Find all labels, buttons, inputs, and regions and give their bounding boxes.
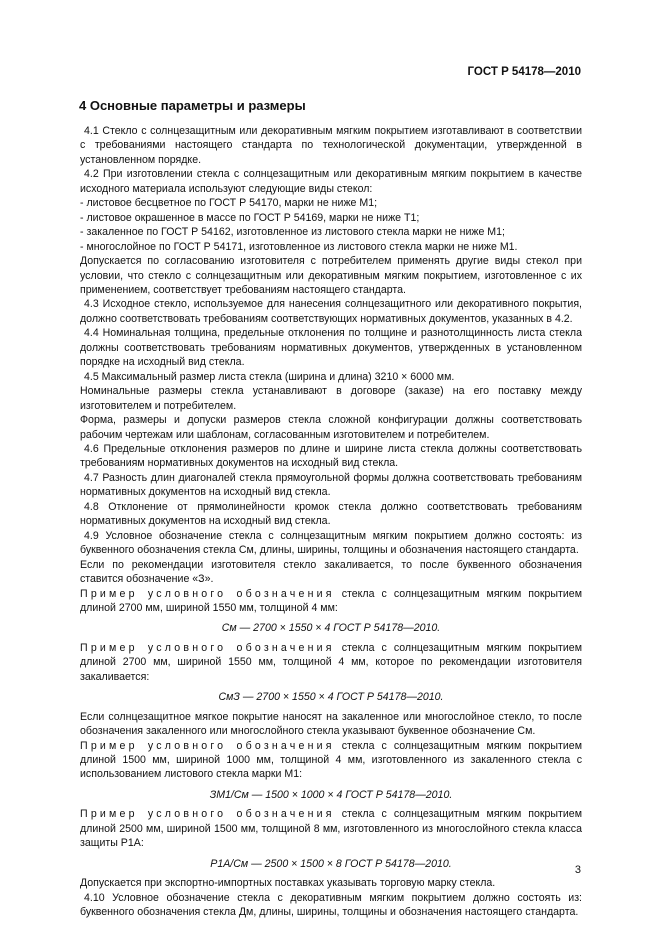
example-label: Пример условного обозначения [80, 808, 335, 821]
example-label: Пример условного обозначения [80, 587, 335, 600]
designation-formula: Cм — 2700 × 1550 × 4 ГОСТ Р 54178—2010. [221, 622, 441, 635]
paragraph-4-5: 4.5 Максимальный размер листа стекла (ширина и длина) 3210 × 6000 мм. [84, 370, 455, 383]
example-text: стекла с солнцезащитным мягким покрытием длиной 1500 мм, шириной 1000 мм, толщиной 4 мм, изготовленного из закаленного стекла с использованием листового стекла марки М1: [80, 739, 582, 781]
paragraph: Если солнцезащитное мягкое покрытие наносят на закаленное или многослойное стекло, то после обозначения закаленного или многослойного стекла указывают буквенное обозначение Cм. [80, 710, 582, 738]
paragraph: Допускается по согласованию изготовителя с потребителем применять другие виды стекол при условии, что стекло с солнцезащитным или декоративным мягким покрытием, изготовленное с их применением, соответствует требованиям настоящего стандарта. [80, 255, 582, 296]
paragraph-text: 4.2 При изготовлении стекла с солнцезащитным или декоративным мягким покрытием в качестве исходного материала используют следующие виды стекол: [80, 168, 582, 195]
example-4 [80, 807, 582, 850]
paragraph-4-7: 4.7 Разность длин диагоналей стекла прямоугольной формы должна соответствовать требованиям нормативных документов на исходный вид стекла. [80, 471, 582, 499]
paragraph-4-1 [80, 124, 582, 167]
list-item: - листовое бесцветное по ГОСТ Р 54170, марки не ниже М1; [80, 197, 378, 210]
example-text: стекла с солнцезащитным мягким покрытием длиной 2700 мм, шириной 1550 мм, толщиной 4 мм, которое по рекомендации изготовителя закаливается: [80, 641, 582, 683]
example-text: стекла с солнцезащитным мягким покрытием длиной 2500 мм, шириной 1500 мм, толщиной 8 мм, изготовленного из многослойного стекла класса защиты Р1А: [80, 808, 582, 850]
paragraph: Если по рекомендации изготовителя стекло закаливается, то после буквенного обозначения ставится обозначение «З». [80, 558, 582, 586]
paragraph: Номинальные размеры стекла устанавливают в договоре (заказе) на его поставку между изготовителем и потребителем. [80, 385, 582, 412]
example-3 [80, 739, 582, 782]
paragraph-4-9: 4.9 Условное обозначение стекла с солнцезащитным мягким покрытием должно состоять: из буквенного обозначения стекла Cм, длины, ширины, толщины и обозначения настоящего стандарта. [80, 529, 582, 557]
paragraph-4-8: 4.8 Отклонение от прямолинейности кромок стекла должно соответствовать требованиям нормативных документов на исходный вид стекла. [80, 500, 582, 528]
paragraph-4-10: 4.10 Условное обозначение стекла с декоративным мягким покрытием должно состоять из: буквенного обозначения стекла Дм, длины, ширины, толщины и обозначения настоящего стандарта. [80, 891, 582, 919]
example-text: стекла с солнцезащитным мягким покрытием длиной 2700 мм, шириной 1550 мм, толщиной 4 мм: [80, 587, 582, 614]
example-label: Пример условного обозначения [80, 739, 335, 752]
section-title: 4 Основные параметры и размеры [79, 98, 306, 113]
designation-formula: Р1А/Cм — 2500 × 1500 × 8 ГОСТ Р 54178—2010. [210, 857, 452, 870]
paragraph-4-2 [80, 167, 582, 196]
example-2 [80, 641, 582, 684]
list-item: - закаленное по ГОСТ Р 54162, изготовленное из листового стекла марки не ниже М1; [80, 226, 505, 239]
list-item: - многослойное по ГОСТ Р 54171, изготовленное из листового стекла марки не ниже М1. [80, 240, 518, 253]
page-number: 3 [574, 864, 581, 876]
document-id-header: ГОСТ Р 54178—2010 [467, 66, 581, 78]
paragraph: Допускается при экспортно-импортных поставках указывать торговую марку стекла. [80, 877, 496, 890]
paragraph-4-4: 4.4 Номинальная толщина, предельные отклонения по толщине и разнотолщинность листа стекла должны соответствовать требованиям нормативных документов, утвержденных в установленном порядке на исходный вид стекла. [80, 327, 582, 369]
list-item: - листовое окрашенное в массе по ГОСТ Р 54169, марки не ниже Т1; [80, 211, 420, 224]
example-label: Пример условного обозначения [80, 641, 335, 654]
paragraph-4-3: 4.3 Исходное стекло, используемое для нанесения солнцезащитного или декоративного покрытия, должно соответствовать требованиям соответствующих нормативных документов, указанных в 4.2. [80, 298, 582, 325]
document-body [80, 124, 582, 920]
example-1 [80, 587, 582, 616]
paragraph-4-6: 4.6 Предельные отклонения размеров по длине и ширине листа стекла должны соответствовать требованиям нормативных документов на исходный вид стекла. [80, 442, 582, 470]
paragraph-text: 4.1 Стекло с солнцезащитным или декоративным мягким покрытием изготавливают в соответствии с требованиями настоящего стандарта по технологической документации, утвержденной в установленном порядке. [80, 125, 582, 166]
designation-formula: ЗМ1/Cм — 1500 × 1000 × 4 ГОСТ Р 54178—2010. [209, 788, 453, 801]
paragraph: Форма, размеры и допуски размеров стекла сложной конфигурации должны соответствовать рабочим чертежам или шаблонам, согласованным изготовителем и потребителем. [80, 414, 582, 441]
designation-formula: CмЗ — 2700 × 1550 × 4 ГОСТ Р 54178—2010. [218, 691, 444, 704]
